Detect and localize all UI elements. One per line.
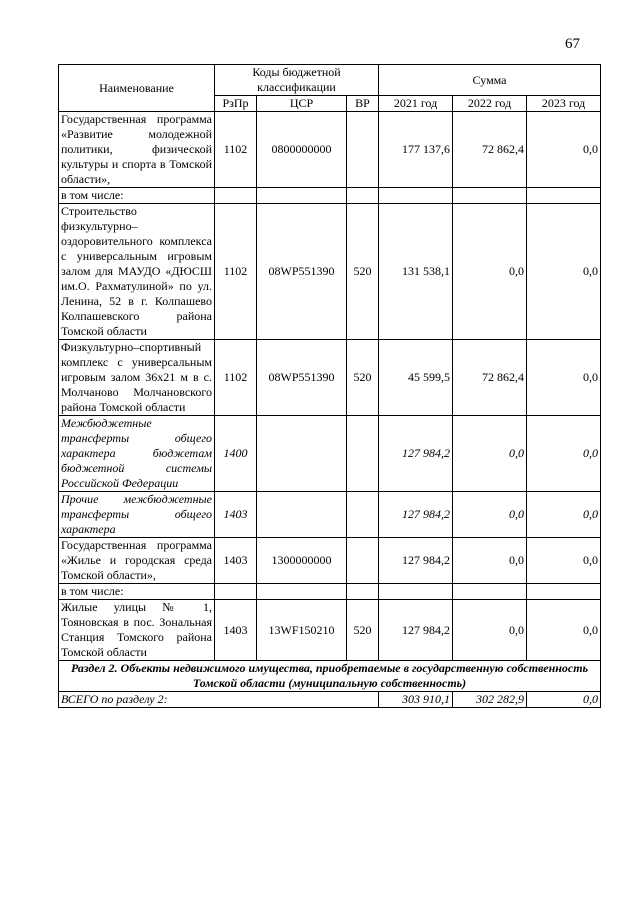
row-name: Межбюджетные трансферты общего характера бюджетам бюджетной системы Российской Федерации	[59, 416, 215, 492]
row-2023: 0,0	[527, 204, 601, 340]
total-row	[59, 692, 601, 708]
row-csr: 08WP551390	[257, 340, 347, 416]
row-rzpr: 1403	[215, 538, 257, 584]
total-2022: 302 282,9	[453, 692, 527, 708]
row-vr	[347, 492, 379, 538]
header-sum: Сумма	[379, 65, 601, 96]
row-2023: 0,0	[527, 538, 601, 584]
header-2022: 2022 год	[453, 96, 527, 112]
header-vr: ВР	[347, 96, 379, 112]
row-csr	[257, 416, 347, 492]
row-vr: 520	[347, 600, 379, 661]
row-name: Строительство физкультурно–оздоровительного комплекса с универсальным игровым залом для МАУДО «ДЮСШ им.О. Рахматулиной» по ул. Ленина, 52 в г. Колпашево Колпашевского района Томской области	[59, 204, 215, 340]
budget-table	[58, 64, 601, 708]
row-name: в том числе:	[59, 584, 215, 600]
row-vr: 520	[347, 204, 379, 340]
row-vr	[347, 416, 379, 492]
row-vr	[347, 112, 379, 188]
row-name: Государственная программа «Развитие молодежной политики, физической культуры и спорта в Томской области»,	[59, 112, 215, 188]
row-2023: 0,0	[527, 340, 601, 416]
header-2023: 2023 год	[527, 96, 601, 112]
table-row	[59, 204, 601, 340]
row-2023: 0,0	[527, 416, 601, 492]
row-rzpr: 1400	[215, 416, 257, 492]
page-number: 67	[565, 36, 580, 52]
row-csr: 0800000000	[257, 112, 347, 188]
total-2021: 303 910,1	[379, 692, 453, 708]
row-2021: 131 538,1	[379, 204, 453, 340]
row-vr	[347, 538, 379, 584]
row-2022: 0,0	[453, 416, 527, 492]
total-2023: 0,0	[527, 692, 601, 708]
row-csr	[257, 492, 347, 538]
header-rzpr: РзПр	[215, 96, 257, 112]
row-2021: 45 599,5	[379, 340, 453, 416]
row-csr: 13WF150210	[257, 600, 347, 661]
row-2022: 72 862,4	[453, 112, 527, 188]
section-row	[59, 661, 601, 692]
row-2021: 127 984,2	[379, 416, 453, 492]
row-2022: 0,0	[453, 204, 527, 340]
row-vr: 520	[347, 340, 379, 416]
row-csr: 1300000000	[257, 538, 347, 584]
row-rzpr: 1102	[215, 112, 257, 188]
table-row	[59, 340, 601, 416]
row-2021: 127 984,2	[379, 492, 453, 538]
total-label: ВСЕГО по разделу 2:	[59, 692, 379, 708]
header-codes: Коды бюджетной классификации	[215, 65, 379, 96]
row-2022: 0,0	[453, 600, 527, 661]
header-name: Наименование	[59, 65, 215, 112]
row-2023: 0,0	[527, 112, 601, 188]
row-csr: 08WP551390	[257, 204, 347, 340]
row-name: Физкультурно–спортивный комплекс с универсальным игровым залом 36х21 м в с. Молчаново Молчановского района Томской области	[59, 340, 215, 416]
row-2022: 0,0	[453, 492, 527, 538]
table-row	[59, 584, 601, 600]
table-row	[59, 600, 601, 661]
row-name: Прочие межбюджетные трансферты общего характера	[59, 492, 215, 538]
row-2023: 0,0	[527, 492, 601, 538]
table-row	[59, 492, 601, 538]
row-2023: 0,0	[527, 600, 601, 661]
table-row	[59, 188, 601, 204]
row-rzpr: 1403	[215, 492, 257, 538]
row-2021: 177 137,6	[379, 112, 453, 188]
row-2022: 0,0	[453, 538, 527, 584]
table-row	[59, 112, 601, 188]
row-2022: 72 862,4	[453, 340, 527, 416]
row-rzpr: 1102	[215, 204, 257, 340]
row-2021: 127 984,2	[379, 538, 453, 584]
row-rzpr: 1403	[215, 600, 257, 661]
table-row	[59, 538, 601, 584]
table-row	[59, 416, 601, 492]
row-name: Государственная программа «Жилье и городская среда Томской области»,	[59, 538, 215, 584]
header-csr: ЦСР	[257, 96, 347, 112]
row-name: Жилые улицы № 1, Тояновская в пос. Зональная Станция Томского района Томской области	[59, 600, 215, 661]
row-rzpr: 1102	[215, 340, 257, 416]
row-2021: 127 984,2	[379, 600, 453, 661]
header-2021: 2021 год	[379, 96, 453, 112]
section-title: Раздел 2. Объекты недвижимого имущества, приобретаемые в государственную собственность Томской области (муниципальную собственность)	[59, 661, 601, 692]
row-name: в том числе:	[59, 188, 215, 204]
